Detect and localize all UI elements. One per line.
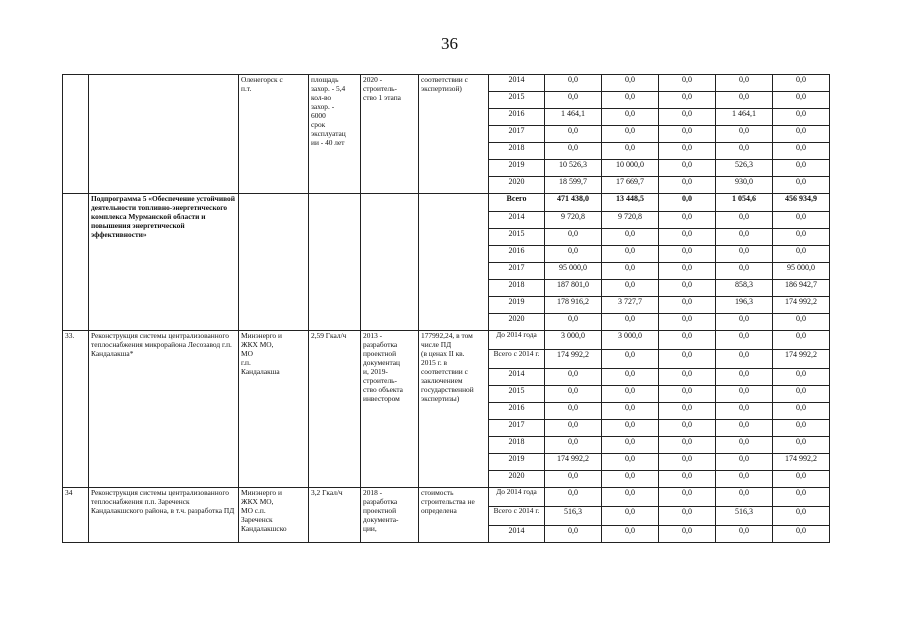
amount-cell: 95 000,0	[773, 263, 830, 280]
amount-cell: 0,0	[773, 109, 830, 126]
amount-cell: 1 054,6	[716, 194, 773, 212]
amount-cell: 0,0	[659, 386, 716, 403]
cell-line: (в ценах II кв.	[421, 349, 465, 358]
amount-cell: 0,0	[545, 471, 602, 488]
amount-cell: 0,0	[602, 143, 659, 160]
period-cell	[361, 75, 419, 194]
amount-cell: 0,0	[716, 488, 773, 507]
cell-line: Минэнерго и	[241, 488, 282, 497]
year-cell: Всего с 2014 г.	[489, 350, 545, 369]
year-cell: 2018	[489, 437, 545, 454]
amount-cell: 0,0	[773, 526, 830, 543]
table-row	[63, 75, 830, 92]
amount-cell: 0,0	[545, 420, 602, 437]
year-cell: 2015	[489, 229, 545, 246]
amount-cell: 0,0	[716, 229, 773, 246]
amount-cell: 0,0	[602, 350, 659, 369]
amount-cell: 0,0	[773, 229, 830, 246]
amount-cell: 0,0	[716, 75, 773, 92]
amount-cell: 18 599,7	[545, 177, 602, 194]
amount-cell: 1 464,1	[545, 109, 602, 126]
amount-cell: 0,0	[602, 92, 659, 109]
period-cell	[361, 488, 419, 543]
cell-line: строитель-	[363, 84, 397, 93]
year-cell: 2014	[489, 369, 545, 386]
amount-cell: 0,0	[545, 126, 602, 143]
amount-cell: 0,0	[773, 471, 830, 488]
amount-cell: 0,0	[545, 403, 602, 420]
amount-cell: 0,0	[545, 229, 602, 246]
amount-cell: 471 438,0	[545, 194, 602, 212]
capacity-cell: 3,2 Гкал/ч	[309, 488, 361, 543]
cell-line: 6000	[311, 111, 326, 120]
executor-cell	[239, 75, 309, 194]
amount-cell: 0,0	[545, 526, 602, 543]
amount-cell: 3 727,7	[602, 297, 659, 314]
amount-cell: 0,0	[602, 471, 659, 488]
item-name: Реконструкция системы централизованного теплоснабжения микрорайона Лесозавод г.п. Кандалакша*	[89, 331, 239, 488]
cell-line: проектной	[363, 506, 397, 515]
amount-cell: 0,0	[773, 420, 830, 437]
item-number	[63, 194, 89, 331]
year-cell: 2018	[489, 143, 545, 160]
amount-cell: 0,0	[716, 143, 773, 160]
amount-cell: 0,0	[716, 212, 773, 229]
year-cell: 2018	[489, 280, 545, 297]
amount-cell: 0,0	[716, 331, 773, 350]
amount-cell: 0,0	[659, 314, 716, 331]
amount-cell: 0,0	[659, 331, 716, 350]
year-cell: 2019	[489, 160, 545, 177]
cell-line: проектной	[363, 349, 397, 358]
amount-cell: 0,0	[602, 403, 659, 420]
amount-cell: 858,3	[716, 280, 773, 297]
cell-line: 2018 -	[363, 488, 383, 497]
amount-cell: 1 464,1	[716, 109, 773, 126]
cell-line: МО	[241, 349, 253, 358]
amount-cell: 3 000,0	[545, 331, 602, 350]
cell-line: 177992,24, в том	[421, 331, 473, 340]
amount-cell: 0,0	[659, 454, 716, 471]
cell-line: и, 2019-	[363, 367, 388, 376]
cell-line: ии - 40 лет	[311, 138, 345, 147]
amount-cell: 0,0	[659, 263, 716, 280]
cell-line: определена	[421, 506, 457, 515]
amount-cell: 0,0	[716, 263, 773, 280]
item-number: 34	[63, 488, 89, 543]
amount-cell: 0,0	[659, 369, 716, 386]
amount-cell: 0,0	[602, 454, 659, 471]
year-cell: До 2014 года	[489, 331, 545, 350]
cell-line: ЖКХ МО,	[241, 497, 274, 506]
amount-cell: 0,0	[659, 109, 716, 126]
amount-cell: 196,3	[716, 297, 773, 314]
cell-line: документа-	[363, 515, 399, 524]
amount-cell: 516,3	[716, 507, 773, 526]
amount-cell: 0,0	[773, 75, 830, 92]
amount-cell: 0,0	[659, 75, 716, 92]
amount-cell: 0,0	[602, 263, 659, 280]
amount-cell: 0,0	[716, 454, 773, 471]
amount-cell: 174 992,2	[545, 350, 602, 369]
cell-line: инвестором	[363, 394, 400, 403]
amount-cell: 0,0	[602, 420, 659, 437]
capacity-cell	[309, 194, 361, 331]
amount-cell: 0,0	[716, 471, 773, 488]
cost-cell	[419, 194, 489, 331]
year-cell: 2017	[489, 126, 545, 143]
amount-cell: 526,3	[716, 160, 773, 177]
amount-cell: 0,0	[602, 126, 659, 143]
amount-cell: 0,0	[545, 488, 602, 507]
cell-line: разработка	[363, 497, 398, 506]
amount-cell: 0,0	[602, 526, 659, 543]
amount-cell: 0,0	[545, 437, 602, 454]
year-cell: Всего с 2014 г.	[489, 507, 545, 526]
amount-cell: 0,0	[659, 160, 716, 177]
cell-line: МО с.п.	[241, 506, 266, 515]
cell-line: Кандалакша	[241, 367, 280, 376]
cell-line: ство 1 этапа	[363, 93, 401, 102]
amount-cell: 0,0	[659, 488, 716, 507]
amount-cell: 0,0	[659, 403, 716, 420]
amount-cell: 0,0	[773, 246, 830, 263]
amount-cell: 0,0	[602, 507, 659, 526]
item-number	[63, 75, 89, 194]
year-cell: 2019	[489, 454, 545, 471]
amount-cell: 0,0	[773, 331, 830, 350]
amount-cell: 0,0	[716, 92, 773, 109]
amount-cell: 0,0	[602, 488, 659, 507]
cell-line: площадь	[311, 75, 339, 84]
cell-line: п.т.	[241, 84, 252, 93]
amount-cell: 0,0	[602, 369, 659, 386]
cell-line: заключением	[421, 376, 463, 385]
amount-cell: 0,0	[545, 369, 602, 386]
amount-cell: 0,0	[659, 177, 716, 194]
year-cell: До 2014 года	[489, 488, 545, 507]
amount-cell: 0,0	[602, 280, 659, 297]
amount-cell: 10 000,0	[602, 160, 659, 177]
subprogram-title: Подпрограмма 5 «Обеспечение устойчивой деятельности топливно-энергетического комплекса Мурманской области и повышения энергетической эффективности»	[89, 194, 239, 331]
amount-cell: 0,0	[602, 437, 659, 454]
amount-cell: 0,0	[716, 126, 773, 143]
cell-line: ство объекта	[363, 385, 403, 394]
amount-cell: 3 000,0	[602, 331, 659, 350]
amount-cell: 187 801,0	[545, 280, 602, 297]
table-row	[63, 488, 830, 507]
year-cell: 2019	[489, 297, 545, 314]
cell-line: срок	[311, 120, 326, 129]
year-cell: 2016	[489, 403, 545, 420]
cell-line: захор. - 5,4	[311, 84, 346, 93]
amount-cell: 0,0	[716, 314, 773, 331]
amount-cell: 0,0	[659, 471, 716, 488]
item-name: Реконструкция системы централизованного теплоснабжения п.п. Зареченск Кандалакшского района, в т.ч. разработка ПД	[89, 488, 239, 543]
cell-line: документац	[363, 358, 401, 367]
year-cell: 2014	[489, 75, 545, 92]
cell-line: соответствии с	[421, 75, 468, 84]
period-cell	[361, 194, 419, 331]
amount-cell: 0,0	[659, 92, 716, 109]
amount-cell: 456 934,9	[773, 194, 830, 212]
amount-cell: 0,0	[545, 246, 602, 263]
page-number: 36	[441, 34, 458, 53]
amount-cell: 0,0	[716, 386, 773, 403]
amount-cell: 516,3	[545, 507, 602, 526]
cell-line: Минэнерго и	[241, 331, 282, 340]
amount-cell: 0,0	[716, 350, 773, 369]
amount-cell: 0,0	[773, 314, 830, 331]
amount-cell: 0,0	[773, 92, 830, 109]
financing-table	[62, 74, 830, 543]
amount-cell: 0,0	[773, 177, 830, 194]
amount-cell: 95 000,0	[545, 263, 602, 280]
year-cell: 2016	[489, 246, 545, 263]
amount-cell: 0,0	[659, 280, 716, 297]
amount-cell: 0,0	[659, 194, 716, 212]
amount-cell: 0,0	[602, 246, 659, 263]
amount-cell: 0,0	[659, 420, 716, 437]
item-number: 33.	[63, 331, 89, 488]
amount-cell: 0,0	[773, 143, 830, 160]
cell-line: разработка	[363, 340, 398, 349]
amount-cell: 174 992,2	[545, 454, 602, 471]
year-cell: 2020	[489, 314, 545, 331]
amount-cell: 0,0	[659, 297, 716, 314]
cell-line: эксплуатац	[311, 129, 346, 138]
amount-cell: 0,0	[545, 92, 602, 109]
amount-cell: 10 526,3	[545, 160, 602, 177]
amount-cell: 0,0	[773, 437, 830, 454]
amount-cell: 0,0	[716, 526, 773, 543]
amount-cell: 0,0	[716, 369, 773, 386]
cell-line: числе ПД	[421, 340, 452, 349]
cell-line: соответствии с	[421, 367, 468, 376]
cell-line: экспертизы)	[421, 394, 460, 403]
amount-cell: 0,0	[659, 526, 716, 543]
cell-line: экспертизой)	[421, 84, 462, 93]
amount-cell: 0,0	[773, 488, 830, 507]
period-cell	[361, 331, 419, 488]
amount-cell: 0,0	[773, 369, 830, 386]
table-row	[63, 194, 830, 212]
cell-line: 2020 -	[363, 75, 383, 84]
cost-cell	[419, 75, 489, 194]
amount-cell: 0,0	[773, 386, 830, 403]
amount-cell: 0,0	[602, 386, 659, 403]
year-cell: 2015	[489, 386, 545, 403]
amount-cell: 0,0	[545, 75, 602, 92]
amount-cell: 0,0	[602, 75, 659, 92]
cell-line: ции,	[363, 524, 377, 533]
cell-line: государственной	[421, 385, 474, 394]
executor-cell	[239, 194, 309, 331]
amount-cell: 0,0	[545, 314, 602, 331]
amount-cell: 0,0	[773, 126, 830, 143]
amount-cell: 0,0	[545, 386, 602, 403]
amount-cell: 0,0	[716, 420, 773, 437]
cell-line: г.п.	[241, 358, 251, 367]
amount-cell: 17 669,7	[602, 177, 659, 194]
amount-cell: 0,0	[659, 212, 716, 229]
cell-line: 2013 -	[363, 331, 383, 340]
amount-cell: 178 916,2	[545, 297, 602, 314]
cell-line: строительства не	[421, 497, 475, 506]
amount-cell: 0,0	[773, 403, 830, 420]
executor-cell	[239, 488, 309, 543]
amount-cell: 0,0	[659, 507, 716, 526]
year-cell: 2017	[489, 263, 545, 280]
amount-cell: 930,0	[716, 177, 773, 194]
amount-cell: 0,0	[659, 126, 716, 143]
amount-cell: 13 448,5	[602, 194, 659, 212]
amount-cell: 0,0	[602, 229, 659, 246]
amount-cell: 174 992,2	[773, 454, 830, 471]
amount-cell: 174 992,2	[773, 350, 830, 369]
amount-cell: 0,0	[602, 109, 659, 126]
year-cell: Всего	[489, 194, 545, 212]
year-cell: 2020	[489, 471, 545, 488]
amount-cell: 0,0	[716, 246, 773, 263]
cell-line: Зареченск	[241, 515, 273, 524]
capacity-cell	[309, 75, 361, 194]
amount-cell: 0,0	[659, 246, 716, 263]
cost-cell	[419, 488, 489, 543]
year-cell: 2014	[489, 526, 545, 543]
year-cell: 2016	[489, 109, 545, 126]
amount-cell: 0,0	[773, 160, 830, 177]
amount-cell: 186 942,7	[773, 280, 830, 297]
cell-line: ЖКХ МО,	[241, 340, 274, 349]
amount-cell: 174 992,2	[773, 297, 830, 314]
amount-cell: 0,0	[545, 143, 602, 160]
year-cell: 2014	[489, 212, 545, 229]
amount-cell: 0,0	[659, 350, 716, 369]
amount-cell: 9 720,8	[602, 212, 659, 229]
table-row	[63, 331, 830, 350]
amount-cell: 0,0	[659, 229, 716, 246]
cost-cell	[419, 331, 489, 488]
cell-line: захор. -	[311, 102, 335, 111]
amount-cell: 0,0	[716, 437, 773, 454]
cell-line: Кандалакшско	[241, 524, 287, 533]
item-name	[89, 75, 239, 194]
year-cell: 2017	[489, 420, 545, 437]
amount-cell: 0,0	[602, 314, 659, 331]
cell-line: строитель-	[363, 376, 397, 385]
amount-cell: 0,0	[659, 437, 716, 454]
amount-cell: 0,0	[659, 143, 716, 160]
cell-line: 2015 г. в	[421, 358, 448, 367]
capacity-cell: 2,59 Гкал/ч	[309, 331, 361, 488]
year-cell: 2020	[489, 177, 545, 194]
amount-cell: 9 720,8	[545, 212, 602, 229]
cell-line: Оленегорск с	[241, 75, 283, 84]
amount-cell: 0,0	[773, 212, 830, 229]
amount-cell: 0,0	[773, 507, 830, 526]
cell-line: кол-во	[311, 93, 332, 102]
amount-cell: 0,0	[716, 403, 773, 420]
executor-cell	[239, 331, 309, 488]
cell-line: стоимость	[421, 488, 454, 497]
year-cell: 2015	[489, 92, 545, 109]
